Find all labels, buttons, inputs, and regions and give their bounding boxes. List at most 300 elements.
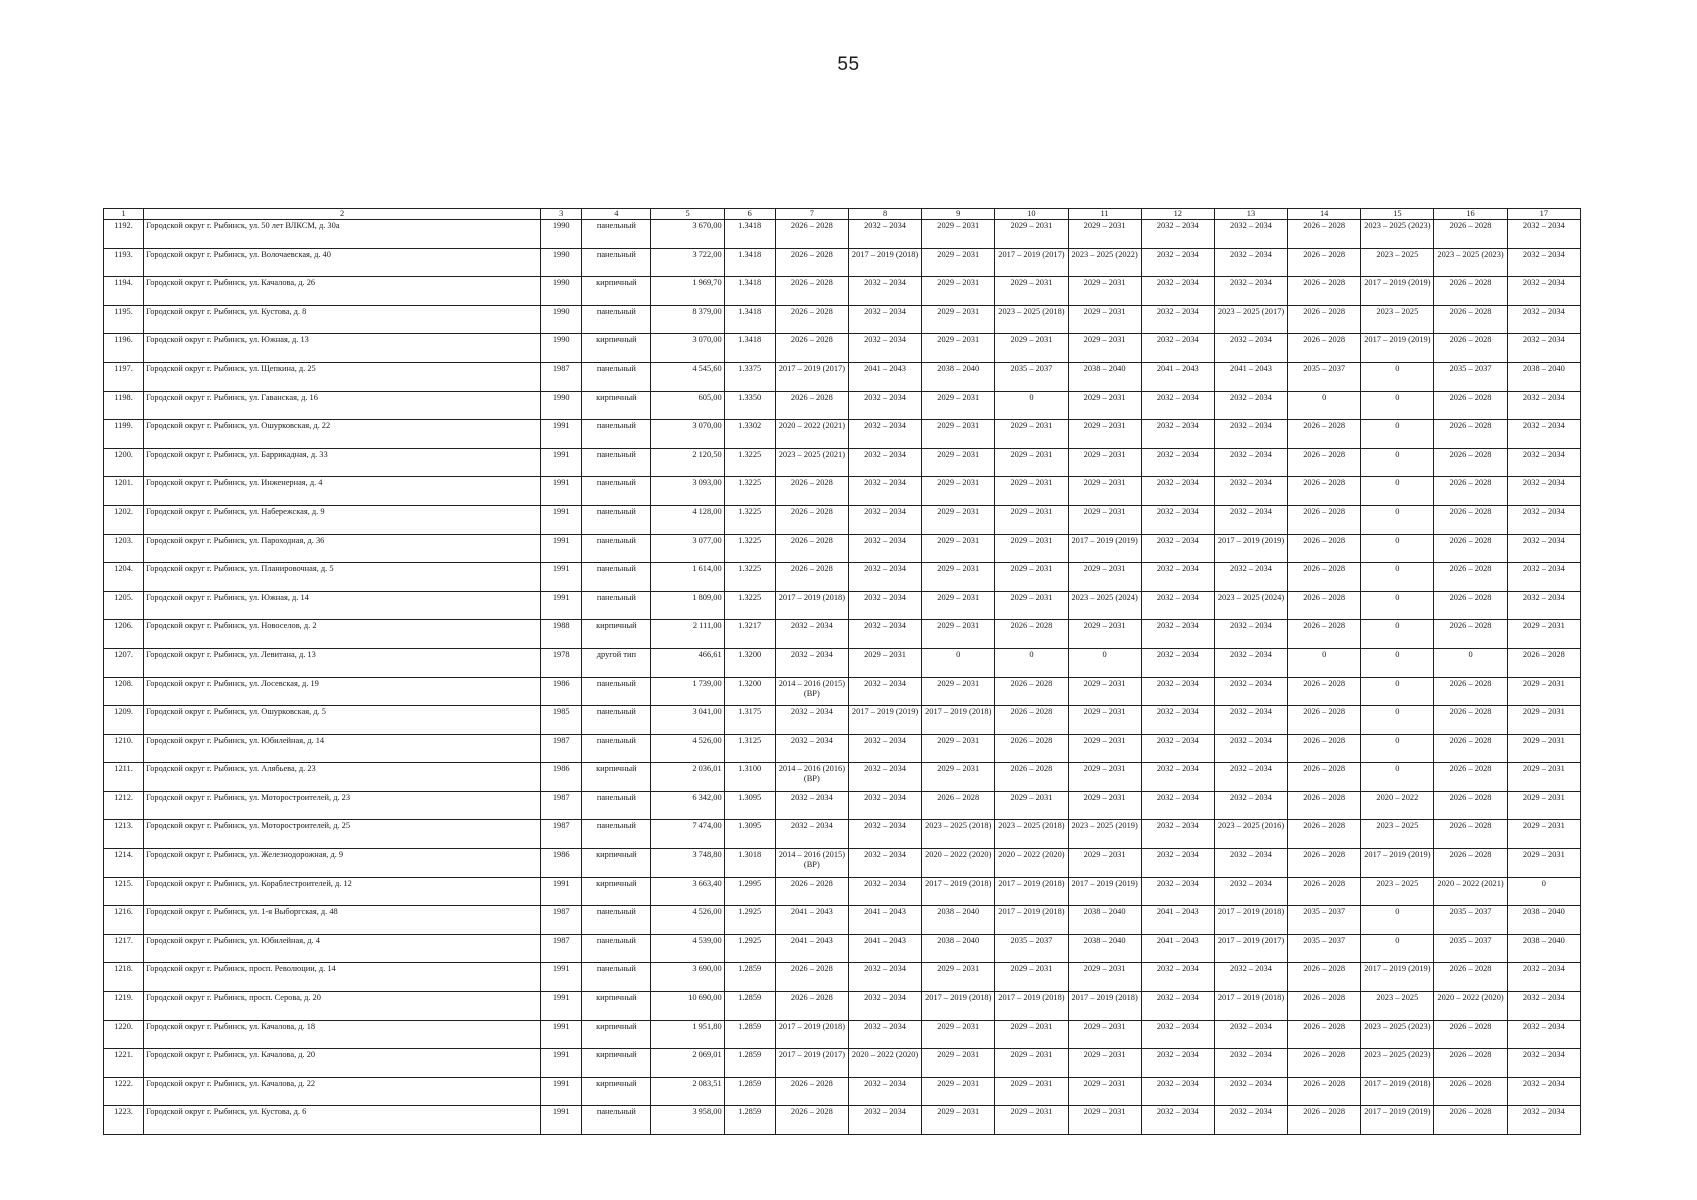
period-cell: 2032 – 2034 [848, 391, 921, 420]
column-header: 7 [775, 209, 848, 220]
period-cell: 2017 – 2019 (2018) [995, 992, 1068, 1021]
row-number-cell: 1195. [104, 305, 144, 334]
period-cell: 2032 – 2034 [848, 534, 921, 563]
period-cell: 0 [1361, 648, 1434, 677]
wall-material-cell: кирпичный [582, 1049, 651, 1078]
period-cell: 2029 – 2031 [1068, 305, 1141, 334]
period-cell: 2032 – 2034 [775, 620, 848, 649]
row-number-cell: 1196. [104, 334, 144, 363]
address-cell: Городской округ г. Рыбинск, ул. Алябьева, д. 23 [144, 763, 541, 792]
period-cell: 0 [1361, 362, 1434, 391]
period-cell: 2026 – 2028 [1288, 248, 1361, 277]
period-cell: 2017 – 2019 (2019) [1361, 963, 1434, 992]
period-cell: 2041 – 2043 [1141, 906, 1214, 935]
period-cell: 2032 – 2034 [848, 734, 921, 763]
period-cell: 2032 – 2034 [1507, 1049, 1580, 1078]
table-row [104, 992, 1581, 1021]
period-cell: 2032 – 2034 [1214, 963, 1287, 992]
period-cell: 2032 – 2034 [1141, 992, 1214, 1021]
row-number-cell: 1200. [104, 448, 144, 477]
period-cell: 2032 – 2034 [848, 305, 921, 334]
table-row [104, 820, 1581, 849]
period-cell: 2029 – 2031 [1068, 963, 1141, 992]
period-cell: 2041 – 2043 [775, 906, 848, 935]
coefficient-cell: 1.2859 [724, 1077, 775, 1106]
year-cell: 1991 [541, 877, 582, 906]
area-cell: 3 093,00 [651, 477, 724, 506]
period-cell: 2032 – 2034 [1141, 706, 1214, 735]
coefficient-cell: 1.3375 [724, 362, 775, 391]
table-row [104, 448, 1581, 477]
period-cell: 2017 – 2019 (2018) [922, 992, 995, 1021]
period-cell: 2023 – 2025 [1361, 305, 1434, 334]
period-cell: 2029 – 2031 [1068, 734, 1141, 763]
area-cell: 1 614,00 [651, 563, 724, 592]
header-row [104, 209, 1581, 220]
column-header: 12 [1141, 209, 1214, 220]
wall-material-cell: панельный [582, 220, 651, 249]
period-cell: 2038 – 2040 [1068, 362, 1141, 391]
period-cell: 0 [1361, 505, 1434, 534]
period-cell: 2029 – 2031 [995, 334, 1068, 363]
period-cell: 2032 – 2034 [848, 448, 921, 477]
period-cell: 2026 – 2028 [1288, 277, 1361, 306]
year-cell: 1991 [541, 448, 582, 477]
period-cell: 2032 – 2034 [1141, 220, 1214, 249]
period-cell: 0 [1434, 648, 1507, 677]
period-cell: 2029 – 2031 [1507, 763, 1580, 792]
address-cell: Городской округ г. Рыбинск, ул. Набережская, д. 9 [144, 505, 541, 534]
period-cell: 2038 – 2040 [1507, 906, 1580, 935]
coefficient-cell: 1.2859 [724, 1049, 775, 1078]
area-cell: 3 663,40 [651, 877, 724, 906]
period-cell: 2023 – 2025 [1361, 248, 1434, 277]
table-row [104, 220, 1581, 249]
period-cell: 2017 – 2019 (2018) [922, 877, 995, 906]
period-cell: 2026 – 2028 [1434, 1020, 1507, 1049]
table-row [104, 677, 1581, 706]
period-cell: 2020 – 2022 (2020) [922, 849, 995, 878]
coefficient-cell: 1.3175 [724, 706, 775, 735]
area-cell: 1 739,00 [651, 677, 724, 706]
coefficient-cell: 1.2925 [724, 906, 775, 935]
period-cell: 2017 – 2019 (2018) [775, 1020, 848, 1049]
period-cell: 2029 – 2031 [922, 591, 995, 620]
period-cell: 2017 – 2019 (2017) [1214, 934, 1287, 963]
coefficient-cell: 1.2859 [724, 1020, 775, 1049]
wall-material-cell: кирпичный [582, 1077, 651, 1106]
year-cell: 1986 [541, 849, 582, 878]
wall-material-cell: кирпичный [582, 877, 651, 906]
period-cell: 2026 – 2028 [1434, 391, 1507, 420]
period-cell: 2023 – 2025 (2021) [775, 448, 848, 477]
period-cell: 2026 – 2028 [1288, 534, 1361, 563]
table-row [104, 362, 1581, 391]
wall-material-cell: кирпичный [582, 849, 651, 878]
address-cell: Городской округ г. Рыбинск, ул. Лосевская, д. 19 [144, 677, 541, 706]
period-cell: 2041 – 2043 [1141, 934, 1214, 963]
period-cell: 0 [1361, 591, 1434, 620]
period-cell: 2029 – 2031 [1068, 706, 1141, 735]
period-cell: 2026 – 2028 [1434, 563, 1507, 592]
address-cell: Городской округ г. Рыбинск, ул. Инженерная, д. 4 [144, 477, 541, 506]
period-cell: 2017 – 2019 (2019) [1068, 877, 1141, 906]
period-cell: 2032 – 2034 [1214, 563, 1287, 592]
coefficient-cell: 1.3217 [724, 620, 775, 649]
year-cell: 1986 [541, 763, 582, 792]
period-cell: 2032 – 2034 [775, 820, 848, 849]
period-cell: 2029 – 2031 [922, 334, 995, 363]
period-cell: 2029 – 2031 [995, 477, 1068, 506]
column-header: 8 [848, 209, 921, 220]
area-cell: 4 526,00 [651, 734, 724, 763]
year-cell: 1978 [541, 648, 582, 677]
period-cell: 2017 – 2019 (2017) [775, 1049, 848, 1078]
period-cell: 0 [1361, 934, 1434, 963]
period-cell: 2029 – 2031 [1507, 706, 1580, 735]
period-cell: 0 [1068, 648, 1141, 677]
coefficient-cell: 1.3350 [724, 391, 775, 420]
area-cell: 3 670,00 [651, 220, 724, 249]
period-cell: 2026 – 2028 [1288, 220, 1361, 249]
period-cell: 2026 – 2028 [1434, 534, 1507, 563]
period-cell: 2029 – 2031 [1068, 1049, 1141, 1078]
row-number-cell: 1221. [104, 1049, 144, 1078]
period-cell: 2029 – 2031 [922, 391, 995, 420]
address-cell: Городской округ г. Рыбинск, ул. Кустова, д. 8 [144, 305, 541, 334]
period-cell: 2032 – 2034 [1141, 334, 1214, 363]
area-cell: 3 748,80 [651, 849, 724, 878]
period-cell: 2017 – 2019 (2019) [1068, 534, 1141, 563]
year-cell: 1990 [541, 334, 582, 363]
period-cell: 2032 – 2034 [1214, 505, 1287, 534]
period-cell: 2032 – 2034 [848, 591, 921, 620]
period-cell: 2026 – 2028 [1434, 849, 1507, 878]
row-number-cell: 1198. [104, 391, 144, 420]
period-cell: 2026 – 2028 [775, 277, 848, 306]
period-cell: 2029 – 2031 [922, 248, 995, 277]
table-row [104, 334, 1581, 363]
address-cell: Городской округ г. Рыбинск, ул. Качалова, д. 20 [144, 1049, 541, 1078]
period-cell: 2029 – 2031 [1068, 477, 1141, 506]
period-cell: 2026 – 2028 [1288, 1077, 1361, 1106]
address-cell: Городской округ г. Рыбинск, ул. Железнодорожная, д. 9 [144, 849, 541, 878]
period-cell: 2026 – 2028 [1434, 477, 1507, 506]
period-cell: 2032 – 2034 [1214, 448, 1287, 477]
table-row [104, 963, 1581, 992]
period-cell: 2026 – 2028 [775, 334, 848, 363]
period-cell: 2026 – 2028 [775, 992, 848, 1021]
wall-material-cell: панельный [582, 791, 651, 820]
period-cell: 2026 – 2028 [1288, 677, 1361, 706]
period-cell: 2032 – 2034 [1141, 963, 1214, 992]
period-cell: 2017 – 2019 (2018) [1361, 1077, 1434, 1106]
period-cell: 2026 – 2028 [775, 963, 848, 992]
coefficient-cell: 1.3418 [724, 334, 775, 363]
table-row [104, 505, 1581, 534]
period-cell: 2032 – 2034 [1141, 391, 1214, 420]
wall-material-cell: панельный [582, 820, 651, 849]
period-cell: 2023 – 2025 (2024) [1068, 591, 1141, 620]
area-cell: 3 077,00 [651, 534, 724, 563]
period-cell: 2029 – 2031 [1068, 1020, 1141, 1049]
period-cell: 2029 – 2031 [922, 1106, 995, 1135]
period-cell: 2017 – 2019 (2019) [1361, 334, 1434, 363]
period-cell: 2020 – 2022 (2020) [995, 849, 1068, 878]
coefficient-cell: 1.3095 [724, 791, 775, 820]
address-cell: Городской округ г. Рыбинск, ул. Ошурковская, д. 22 [144, 420, 541, 449]
table-row [104, 477, 1581, 506]
coefficient-cell: 1.3418 [724, 248, 775, 277]
period-cell: 2032 – 2034 [848, 420, 921, 449]
period-cell: 2029 – 2031 [922, 963, 995, 992]
row-number-cell: 1220. [104, 1020, 144, 1049]
area-cell: 2 069,01 [651, 1049, 724, 1078]
period-cell: 2041 – 2043 [1214, 362, 1287, 391]
period-cell: 2029 – 2031 [1507, 820, 1580, 849]
period-cell: 2029 – 2031 [922, 763, 995, 792]
period-cell: 2026 – 2028 [1434, 1077, 1507, 1106]
period-cell: 2029 – 2031 [1068, 563, 1141, 592]
period-cell: 2029 – 2031 [1068, 1106, 1141, 1135]
period-cell: 0 [1361, 477, 1434, 506]
row-number-cell: 1206. [104, 620, 144, 649]
row-number-cell: 1223. [104, 1106, 144, 1135]
wall-material-cell: кирпичный [582, 334, 651, 363]
period-cell: 2026 – 2028 [1288, 620, 1361, 649]
period-cell: 2029 – 2031 [1507, 791, 1580, 820]
period-cell: 2026 – 2028 [922, 791, 995, 820]
wall-material-cell: панельный [582, 248, 651, 277]
period-cell: 2029 – 2031 [922, 1077, 995, 1106]
area-cell: 3 690,00 [651, 963, 724, 992]
column-header: 10 [995, 209, 1068, 220]
wall-material-cell: панельный [582, 563, 651, 592]
area-cell: 4 128,00 [651, 505, 724, 534]
period-cell: 2032 – 2034 [1141, 591, 1214, 620]
period-cell: 2026 – 2028 [1288, 992, 1361, 1021]
period-cell: 2026 – 2028 [775, 248, 848, 277]
period-cell: 2029 – 2031 [1507, 849, 1580, 878]
row-number-cell: 1207. [104, 648, 144, 677]
period-cell: 2032 – 2034 [1141, 248, 1214, 277]
year-cell: 1991 [541, 1077, 582, 1106]
period-cell: 2032 – 2034 [1214, 334, 1287, 363]
area-cell: 8 379,00 [651, 305, 724, 334]
period-cell: 2029 – 2031 [995, 277, 1068, 306]
year-cell: 1987 [541, 362, 582, 391]
period-cell: 2032 – 2034 [775, 648, 848, 677]
period-cell: 2026 – 2028 [1434, 791, 1507, 820]
period-cell: 2023 – 2025 (2024) [1214, 591, 1287, 620]
period-cell: 2032 – 2034 [848, 477, 921, 506]
year-cell: 1991 [541, 1049, 582, 1078]
year-cell: 1991 [541, 534, 582, 563]
period-cell: 0 [1361, 677, 1434, 706]
period-cell: 2029 – 2031 [995, 963, 1068, 992]
coefficient-cell: 1.3418 [724, 220, 775, 249]
period-cell: 2026 – 2028 [1434, 420, 1507, 449]
table-row [104, 620, 1581, 649]
period-cell: 2029 – 2031 [995, 791, 1068, 820]
period-cell: 2032 – 2034 [1214, 877, 1287, 906]
period-cell: 2029 – 2031 [1068, 505, 1141, 534]
column-header: 9 [922, 209, 995, 220]
period-cell: 2023 – 2025 (2017) [1214, 305, 1287, 334]
period-cell: 2032 – 2034 [1507, 992, 1580, 1021]
period-cell: 2026 – 2028 [1288, 963, 1361, 992]
period-cell: 2026 – 2028 [1288, 763, 1361, 792]
period-cell: 2032 – 2034 [1214, 648, 1287, 677]
wall-material-cell: кирпичный [582, 277, 651, 306]
row-number-cell: 1211. [104, 763, 144, 792]
table-row [104, 934, 1581, 963]
year-cell: 1985 [541, 706, 582, 735]
period-cell: 2032 – 2034 [848, 620, 921, 649]
coefficient-cell: 1.2859 [724, 1106, 775, 1135]
coefficient-cell: 1.3225 [724, 591, 775, 620]
address-cell: Городской округ г. Рыбинск, ул. 1-я Выборгская, д. 48 [144, 906, 541, 935]
area-cell: 3 041,00 [651, 706, 724, 735]
period-cell: 2032 – 2034 [848, 763, 921, 792]
period-cell: 2032 – 2034 [848, 992, 921, 1021]
period-cell: 2032 – 2034 [848, 220, 921, 249]
period-cell: 2032 – 2034 [1214, 420, 1287, 449]
year-cell: 1991 [541, 992, 582, 1021]
period-cell: 2032 – 2034 [1141, 277, 1214, 306]
table-body [104, 220, 1581, 1135]
period-cell: 2014 – 2016 (2015) (ВР) [775, 677, 848, 706]
period-cell: 2020 – 2022 [1361, 791, 1434, 820]
period-cell: 2032 – 2034 [848, 563, 921, 592]
area-cell: 3 070,00 [651, 420, 724, 449]
table-row [104, 563, 1581, 592]
period-cell: 2032 – 2034 [1141, 877, 1214, 906]
period-cell: 2032 – 2034 [1507, 563, 1580, 592]
period-cell: 0 [1361, 448, 1434, 477]
period-cell: 2026 – 2028 [1288, 791, 1361, 820]
period-cell: 2026 – 2028 [775, 563, 848, 592]
period-cell: 2026 – 2028 [995, 620, 1068, 649]
period-cell: 2026 – 2028 [1434, 620, 1507, 649]
period-cell: 2032 – 2034 [1507, 248, 1580, 277]
period-cell: 2032 – 2034 [1214, 763, 1287, 792]
period-cell: 2026 – 2028 [1434, 448, 1507, 477]
year-cell: 1987 [541, 906, 582, 935]
period-cell: 0 [1288, 391, 1361, 420]
address-cell: Городской округ г. Рыбинск, ул. Левитана, д. 13 [144, 648, 541, 677]
period-cell: 2023 – 2025 (2023) [1361, 220, 1434, 249]
column-header: 3 [541, 209, 582, 220]
period-cell: 2029 – 2031 [995, 448, 1068, 477]
period-cell: 2029 – 2031 [922, 220, 995, 249]
period-cell: 2029 – 2031 [1068, 220, 1141, 249]
period-cell: 2026 – 2028 [1288, 448, 1361, 477]
period-cell: 2014 – 2016 (2016) (ВР) [775, 763, 848, 792]
period-cell: 2029 – 2031 [1068, 620, 1141, 649]
table-row [104, 706, 1581, 735]
period-cell: 2032 – 2034 [1507, 220, 1580, 249]
row-number-cell: 1208. [104, 677, 144, 706]
period-cell: 2026 – 2028 [1434, 963, 1507, 992]
period-cell: 2026 – 2028 [1288, 734, 1361, 763]
period-cell: 2026 – 2028 [1288, 591, 1361, 620]
row-number-cell: 1192. [104, 220, 144, 249]
row-number-cell: 1194. [104, 277, 144, 306]
year-cell: 1991 [541, 477, 582, 506]
wall-material-cell: панельный [582, 505, 651, 534]
wall-material-cell: панельный [582, 534, 651, 563]
period-cell: 0 [1361, 420, 1434, 449]
area-cell: 605,00 [651, 391, 724, 420]
period-cell: 2029 – 2031 [995, 563, 1068, 592]
period-cell: 2032 – 2034 [1507, 420, 1580, 449]
year-cell: 1991 [541, 563, 582, 592]
period-cell: 2038 – 2040 [922, 934, 995, 963]
period-cell: 2032 – 2034 [1141, 1106, 1214, 1135]
wall-material-cell: панельный [582, 305, 651, 334]
period-cell: 2032 – 2034 [1141, 677, 1214, 706]
period-cell: 2029 – 2031 [995, 1106, 1068, 1135]
address-cell: Городской округ г. Рыбинск, ул. Юбилейная, д. 4 [144, 934, 541, 963]
column-header: 6 [724, 209, 775, 220]
period-cell: 2032 – 2034 [848, 820, 921, 849]
table-row [104, 849, 1581, 878]
coefficient-cell: 1.3225 [724, 563, 775, 592]
period-cell: 2029 – 2031 [922, 1020, 995, 1049]
period-cell: 2029 – 2031 [922, 505, 995, 534]
period-cell: 2032 – 2034 [1507, 591, 1580, 620]
period-cell: 2017 – 2019 (2019) [1361, 1106, 1434, 1135]
coefficient-cell: 1.3200 [724, 677, 775, 706]
address-cell: Городской округ г. Рыбинск, ул. Качалова, д. 22 [144, 1077, 541, 1106]
period-cell: 0 [1507, 877, 1580, 906]
period-cell: 2026 – 2028 [1288, 1020, 1361, 1049]
period-cell: 2017 – 2019 (2018) [1214, 906, 1287, 935]
year-cell: 1987 [541, 734, 582, 763]
address-cell: Городской округ г. Рыбинск, ул. Юбилейная, д. 14 [144, 734, 541, 763]
year-cell: 1987 [541, 934, 582, 963]
wall-material-cell: кирпичный [582, 620, 651, 649]
period-cell: 2038 – 2040 [1507, 362, 1580, 391]
period-cell: 2035 – 2037 [1288, 906, 1361, 935]
period-cell: 2026 – 2028 [1288, 305, 1361, 334]
wall-material-cell: кирпичный [582, 992, 651, 1021]
period-cell: 2026 – 2028 [1288, 1049, 1361, 1078]
address-cell: Городской округ г. Рыбинск, просп. Революции, д. 14 [144, 963, 541, 992]
address-cell: Городской округ г. Рыбинск, ул. Пароходная, д. 36 [144, 534, 541, 563]
area-cell: 2 120,50 [651, 448, 724, 477]
wall-material-cell: панельный [582, 677, 651, 706]
period-cell: 2017 – 2019 (2018) [775, 591, 848, 620]
period-cell: 2029 – 2031 [922, 563, 995, 592]
coefficient-cell: 1.3225 [724, 477, 775, 506]
wall-material-cell: панельный [582, 1106, 651, 1135]
period-cell: 0 [1361, 706, 1434, 735]
year-cell: 1990 [541, 391, 582, 420]
row-number-cell: 1199. [104, 420, 144, 449]
period-cell: 2038 – 2040 [1068, 934, 1141, 963]
coefficient-cell: 1.3100 [724, 763, 775, 792]
period-cell: 0 [1361, 763, 1434, 792]
period-cell: 2023 – 2025 (2023) [1361, 1049, 1434, 1078]
period-cell: 2017 – 2019 (2017) [995, 248, 1068, 277]
table-row [104, 906, 1581, 935]
coefficient-cell: 1.3125 [724, 734, 775, 763]
year-cell: 1991 [541, 505, 582, 534]
period-cell: 2029 – 2031 [1068, 277, 1141, 306]
period-cell: 0 [1361, 906, 1434, 935]
